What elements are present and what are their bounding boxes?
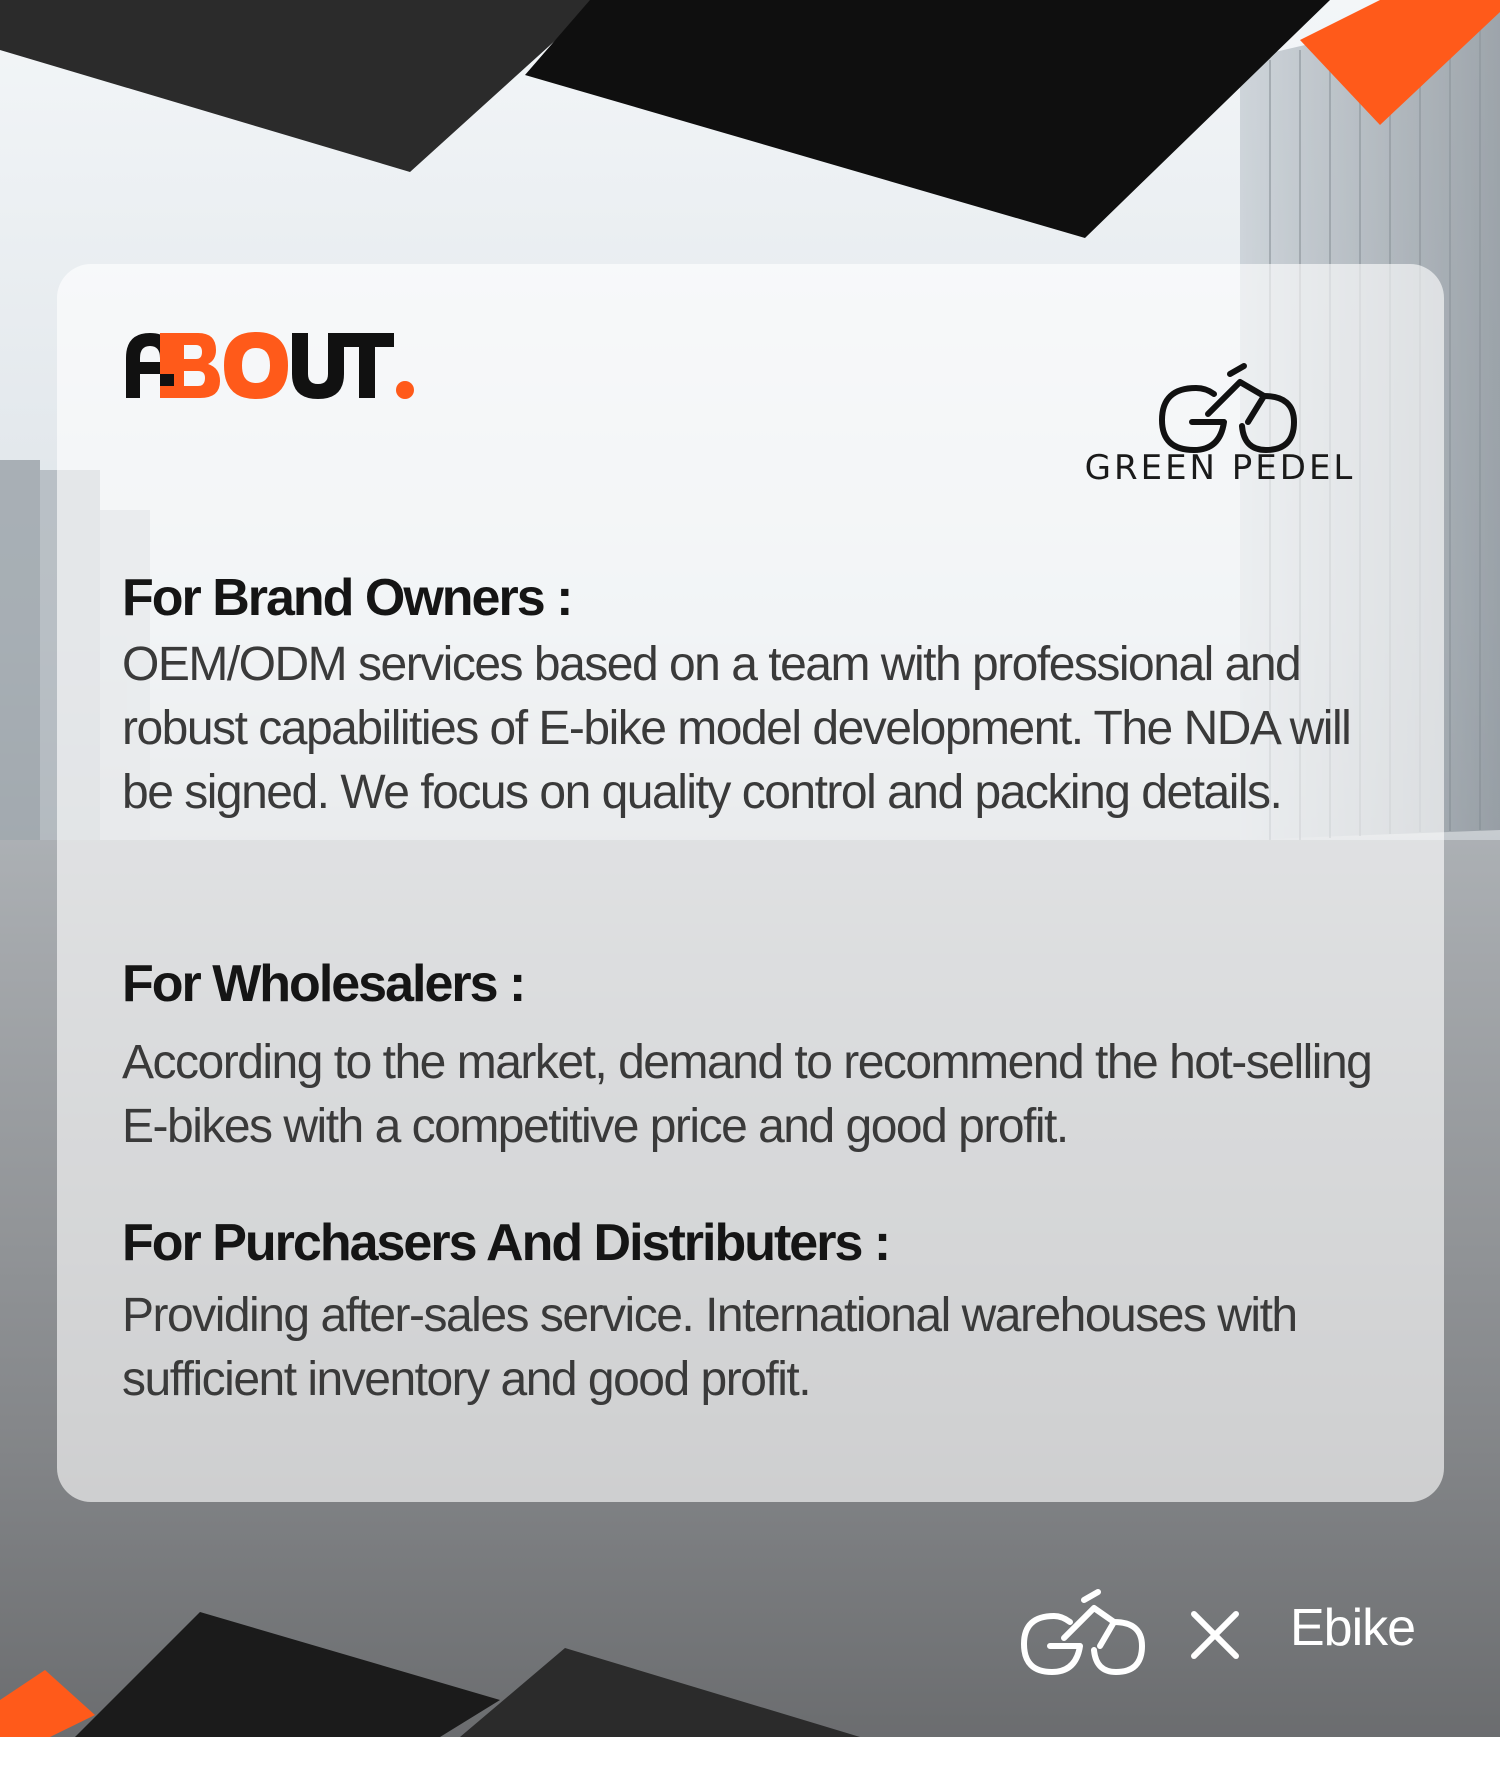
section-purchasers-distributers — [122, 1212, 1392, 1412]
brand-name: GREEN PEDEL — [1084, 448, 1356, 488]
section-body: OEM/ODM services based on a team with professional and robust capabilities of E-bike model development. The NDA will be signed. We focus on quality control and packing details. — [122, 638, 1351, 819]
bottom-white-strip — [0, 1737, 1500, 1774]
about-title-logo — [124, 330, 414, 400]
section-wholesalers — [122, 953, 1392, 1159]
bike-icon — [1162, 366, 1294, 450]
section-heading: For Purchasers And Distributers : — [122, 1214, 890, 1272]
times-icon — [1194, 1614, 1236, 1656]
footer-collab-word: Ebike — [1290, 1599, 1416, 1657]
section-body: According to the market, demand to recommend the hot-selling E-bikes with a competitive price and good profit. — [122, 1036, 1372, 1153]
section-brand-owners — [122, 567, 1392, 825]
section-body: Providing after-sales service. International warehouses with sufficient inventory and good profit. — [122, 1289, 1297, 1406]
bike-icon — [1024, 1592, 1142, 1672]
section-heading: For Wholesalers : — [122, 955, 525, 1013]
section-heading: For Brand Owners : — [122, 569, 572, 627]
